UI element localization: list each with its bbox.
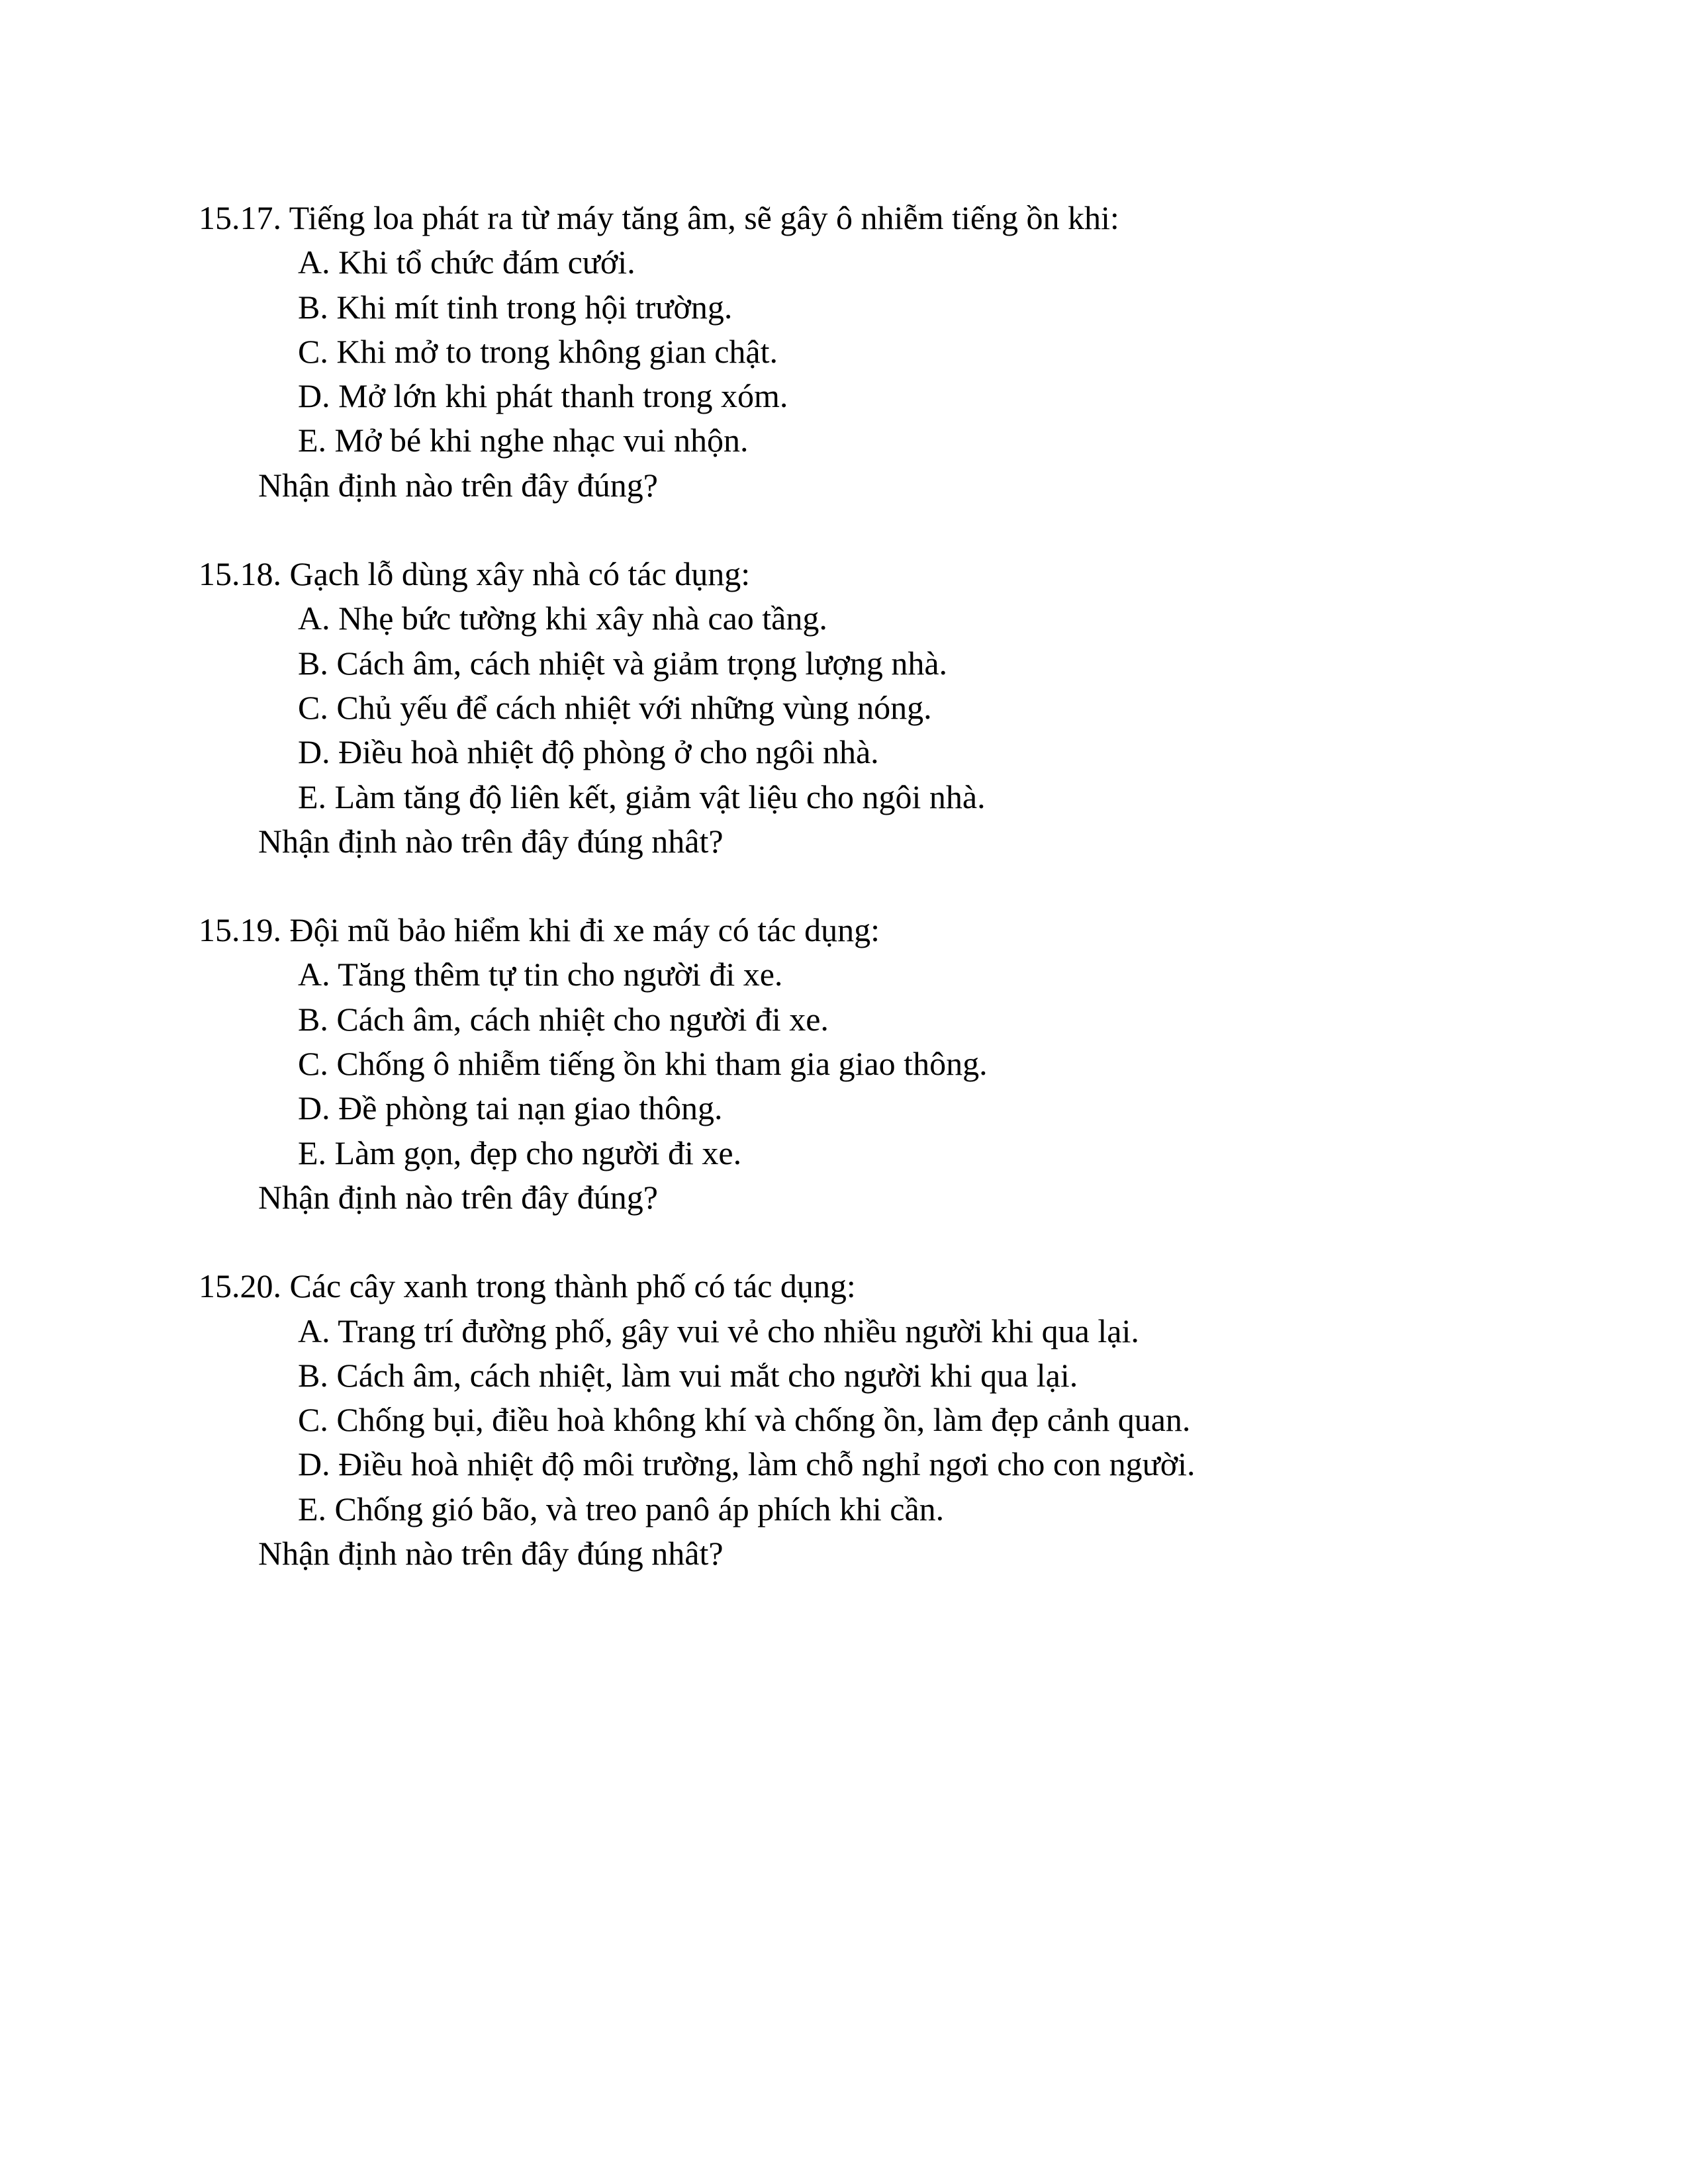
question-title: 15.20. Các cây xanh trong thành phố có tác dụng: <box>199 1267 856 1305</box>
option-b: B. Cách âm, cách nhiệt, làm vui mắt cho người khi qua lại. <box>298 1356 1078 1394</box>
option-d: D. Điều hoà nhiệt độ môi trường, làm chỗ nghỉ ngơi cho con người. <box>298 1445 1196 1483</box>
option-c: C. Chống ô nhiễm tiếng ồn khi tham gia giao thông. <box>298 1045 988 1083</box>
option-c: C. Chống bụi, điều hoà không khí và chống ồn, làm đẹp cảnh quan. <box>298 1401 1191 1439</box>
option-b: B. Cách âm, cách nhiệt và giảm trọng lượng nhà. <box>298 644 948 682</box>
option-e: E. Chống gió bão, và treo panô áp phích khi cần. <box>298 1490 945 1527</box>
option-a: A. Nhẹ bức tường khi xây nhà cao tầng. <box>298 600 827 637</box>
option-a: A. Trang trí đường phố, gây vui vẻ cho nhiều người khi qua lại. <box>298 1312 1139 1349</box>
option-d: D. Điều hoà nhiệt độ phòng ở cho ngôi nhà. <box>298 733 879 771</box>
option-e: E. Làm gọn, đẹp cho người đi xe. <box>298 1134 742 1171</box>
question-15-19 <box>199 908 1523 1220</box>
option-a: A. Tăng thêm tự tin cho người đi xe. <box>298 956 783 993</box>
option-a: A. Khi tổ chức đám cưới. <box>298 244 635 281</box>
option-e: E. Mở bé khi nghe nhạc vui nhộn. <box>298 422 749 459</box>
option-c: C. Khi mở to trong không gian chật. <box>298 332 778 370</box>
option-d: D. Đề phòng tai nạn giao thông. <box>298 1089 723 1127</box>
question-15-20 <box>199 1264 1523 1576</box>
question-title: 15.19. Đội mũ bảo hiểm khi đi xe máy có tác dụng: <box>199 911 880 949</box>
document-page <box>199 196 1523 1620</box>
question-prompt: Nhận định nào trên đây đúng? <box>258 1178 659 1216</box>
question-title: 15.17. Tiếng loa phát ra từ máy tăng âm, sẽ gây ô nhiễm tiếng ồn khi: <box>199 199 1119 236</box>
option-e: E. Làm tăng độ liên kết, giảm vật liệu cho ngôi nhà. <box>298 778 986 815</box>
option-b: B. Cách âm, cách nhiệt cho người đi xe. <box>298 1000 829 1038</box>
question-15-18 <box>199 552 1523 864</box>
question-title: 15.18. Gạch lỗ dùng xây nhà có tác dụng: <box>199 555 751 593</box>
question-prompt: Nhận định nào trên đây đúng? <box>258 466 659 504</box>
option-d: D. Mở lớn khi phát thanh trong xóm. <box>298 377 788 415</box>
option-b: B. Khi mít tinh trong hội trường. <box>298 288 733 326</box>
question-prompt: Nhận định nào trên đây đúng nhât? <box>258 822 724 860</box>
question-15-17 <box>199 196 1523 508</box>
question-prompt: Nhận định nào trên đây đúng nhât? <box>258 1535 724 1572</box>
option-c: C. Chủ yếu để cách nhiệt với những vùng nóng. <box>298 688 932 726</box>
